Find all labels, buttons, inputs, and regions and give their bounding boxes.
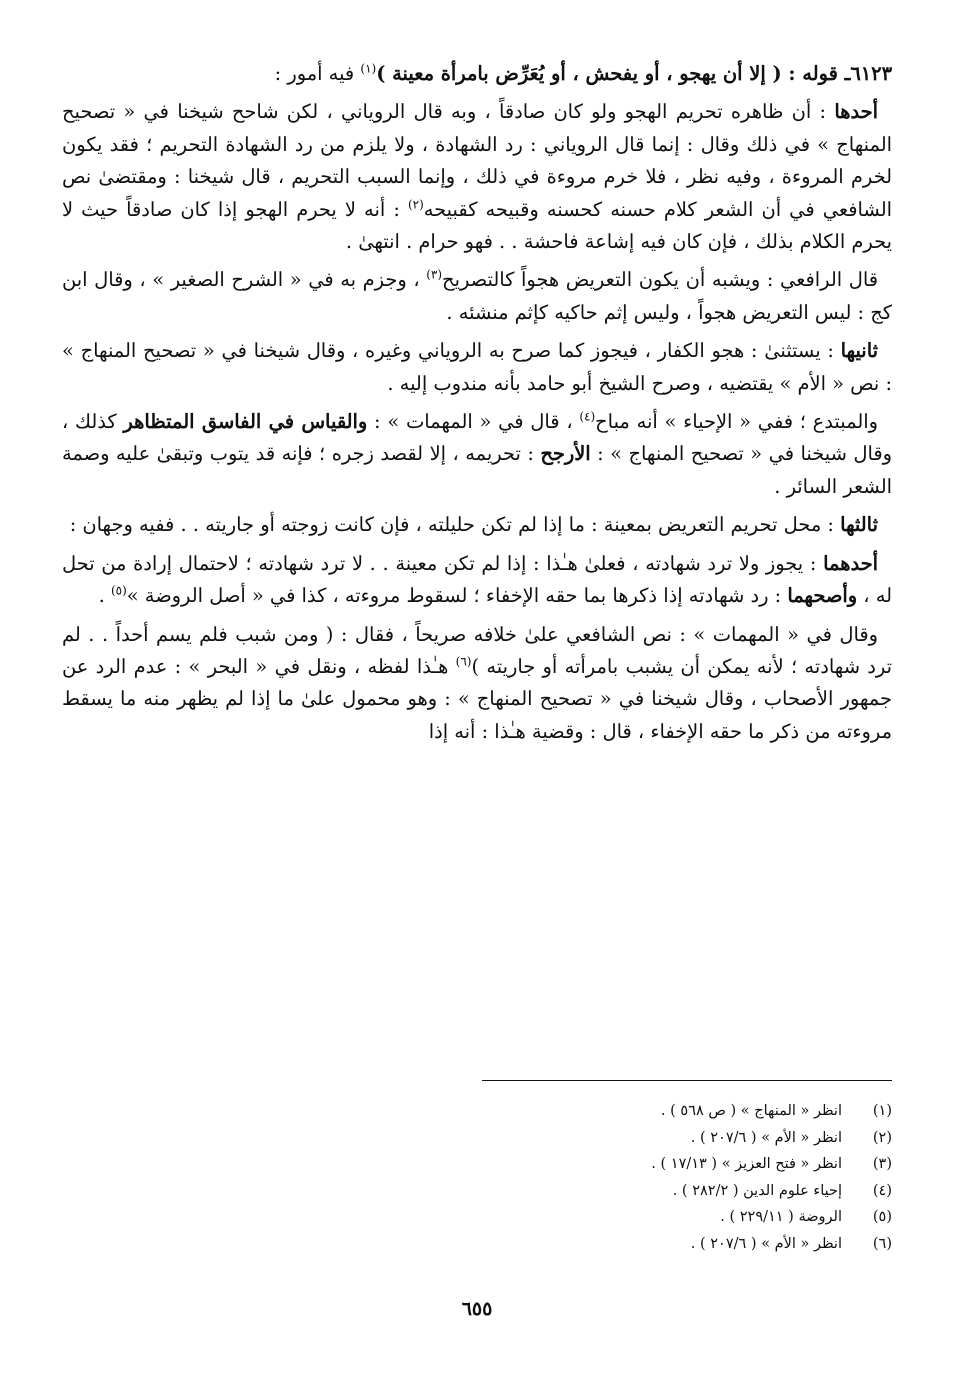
footnotes xyxy=(62,1098,892,1257)
footnote xyxy=(62,1151,892,1178)
footnote-number: (٢) xyxy=(872,1129,892,1146)
footnote-ref: (٦) xyxy=(455,654,472,669)
text-run: ، وجزم به في « الشرح الصغير » ، وقال ابن كج : ليس التعريض هجواً ، وليس إثم حاكيه كإثم منشئه . xyxy=(62,268,892,324)
text-run: وقال في « المهمات » : نص الشافعي علىٰ خلافه صريحاً ، فقال : ( ومن شبب فلم يسم أحداً . . لم ترد شهادته ؛ لأنه يمكن أن يشبب بامرأته أو جاريته ) xyxy=(62,622,892,678)
footnote xyxy=(62,1231,892,1258)
text-run: : أنه لا يحرم الهجو إذا كان صادقاً حيث لا يحرم الكلام بذلك ، فإن كان فيه إشاعة فاحشة . . فهو حرام . انتهىٰ . xyxy=(62,197,892,254)
paragraph xyxy=(62,96,892,258)
footnote xyxy=(62,1098,892,1125)
text-run: : أن ظاهره تحريم الهجو ولو كان صادقاً ، وبه قال الروياني ، لكن شاحح شيخنا في « تصحيح المنهاج » في ذلك وقال : إنما قال الروياني : رد الشهادة ، ولا يلزم من رد الشهادة التحريم ؛ فقد يكون لخرم المروءة ، وفيه نظر ، فلا خرم مروءة في ذلك ، وإنما السبب التحريم ، قال شيخنا : ومقتضىٰ نص الشافعي في أن الشعر كلام حسنه كحسنه وقبيحه كقبيحه xyxy=(62,100,892,221)
footnote-ref: (٢) xyxy=(407,197,424,212)
book-page xyxy=(62,58,892,1378)
paragraph xyxy=(62,406,892,503)
text-run: : محل تحريم التعريض بمعينة : ما إذا لم تكن حليلته ، فإن كانت زوجته أو جاريته . . ففيه وجهان : xyxy=(69,513,841,537)
bold-heading: ثالثها xyxy=(840,513,878,537)
footnote xyxy=(62,1125,892,1152)
text-run: : يستثنىٰ : هجو الكفار ، فيجوز كما صرح به الروياني وغيره ، وقال شيخنا في « تصحيح المنهاج » : نص « الأم » يقتضيه ، وصرح الشيخ أبو حامد بأنه مندوب إليه . xyxy=(62,339,892,395)
paragraph xyxy=(62,548,892,613)
footnote-text: إحياء علوم الدين ( ٢٨٢/٢ ) . xyxy=(672,1182,842,1199)
bold-heading: أحدهما xyxy=(823,551,878,575)
text-run: ، قال في « المهمات » : xyxy=(367,410,580,434)
text-run: والمبتدع ؛ ففي « الإحياء » أنه مباح xyxy=(595,410,879,434)
footnote-ref: (٤) xyxy=(579,409,596,424)
footnote-ref: (١) xyxy=(360,61,377,76)
footnote-number: (١) xyxy=(872,1103,892,1119)
bold-heading: وأصحهما xyxy=(787,584,858,608)
footnote-text: الروضة ( ٢٢٩/١١ ) . xyxy=(720,1209,842,1225)
footnote-text: انظر « الأم » ( ٢٠٧/٦ ) . xyxy=(690,1235,842,1252)
text-run: قال الرافعي : ويشبه أن يكون التعريض هجواً كالتصريح xyxy=(442,268,878,292)
bold-heading: أحدها xyxy=(834,100,878,124)
footnote-number: (٣) xyxy=(872,1156,892,1172)
text-run: هـٰذا لفظه ، ونقل في « البحر » : عدم الرد عن جمهور الأصحاب ، وقال شيخنا في « تصحيح المنهاج » : وهو محمول علىٰ ما إذا لم يظهر منه ما يسقط مروءته من ذكر ما حقه الإخفاء ، قال : وقضية هـٰذا : أنه إذا xyxy=(62,654,892,743)
text-run: : رد شهادته إذا ذكرها بما حقه الإخفاء ؛ لسقوط مروءته ، كذا في « أصل الروضة » xyxy=(126,584,788,608)
footnote xyxy=(62,1178,892,1205)
footnote-number: (٥) xyxy=(872,1209,892,1225)
footnote-number: (٤) xyxy=(872,1182,892,1199)
footnote-separator xyxy=(482,1080,892,1081)
text-run: كذلك ، وقال شيخنا في « تصحيح المنهاج » : xyxy=(62,410,892,466)
main-text xyxy=(62,58,892,748)
bold-heading: ٦١٢٣ـ قوله : ( إلا أن يهجو ، أو يفحش ، أو يُعَرِّض بامرأة معينة ) xyxy=(376,62,892,85)
footnote-ref: (٥) xyxy=(110,583,127,598)
bold-heading: والقياس في الفاسق المتظاهر xyxy=(123,410,368,434)
footnote-text: انظر « المنهاج » ( ص ٥٦٨ ) . xyxy=(660,1103,842,1119)
footnote-text: انظر « الأم » ( ٢٠٧/٦ ) . xyxy=(690,1129,842,1146)
page-number: ٦٥٥ xyxy=(461,1298,493,1320)
bold-heading: ثانيها xyxy=(840,339,878,363)
footnote-text: انظر « فتح العزيز » ( ١٧/١٣ ) . xyxy=(651,1156,842,1172)
text-run: . xyxy=(98,584,111,608)
text-run: : تحريمه ، إلا لقصد زجره ؛ فإنه قد يتوب وتبقىٰ عليه وصمة الشعر السائر . xyxy=(62,442,892,498)
bold-heading: الأرجح xyxy=(540,442,591,466)
paragraph xyxy=(62,509,892,541)
text-run: فيه أمور : xyxy=(274,62,361,85)
text-run: : يجوز ولا ترد شهادته ، فعلىٰ هـٰذا : إذا لم تكن معينة . . لا ترد شهادته ؛ لاحتمال إرادة من تحل له ، xyxy=(62,551,892,608)
paragraph xyxy=(62,264,892,329)
footnote-number: (٦) xyxy=(872,1235,892,1252)
footnote xyxy=(62,1204,892,1231)
paragraph xyxy=(62,335,892,400)
paragraph xyxy=(62,58,892,90)
paragraph xyxy=(62,619,892,749)
footnote-ref: (٣) xyxy=(426,267,443,282)
